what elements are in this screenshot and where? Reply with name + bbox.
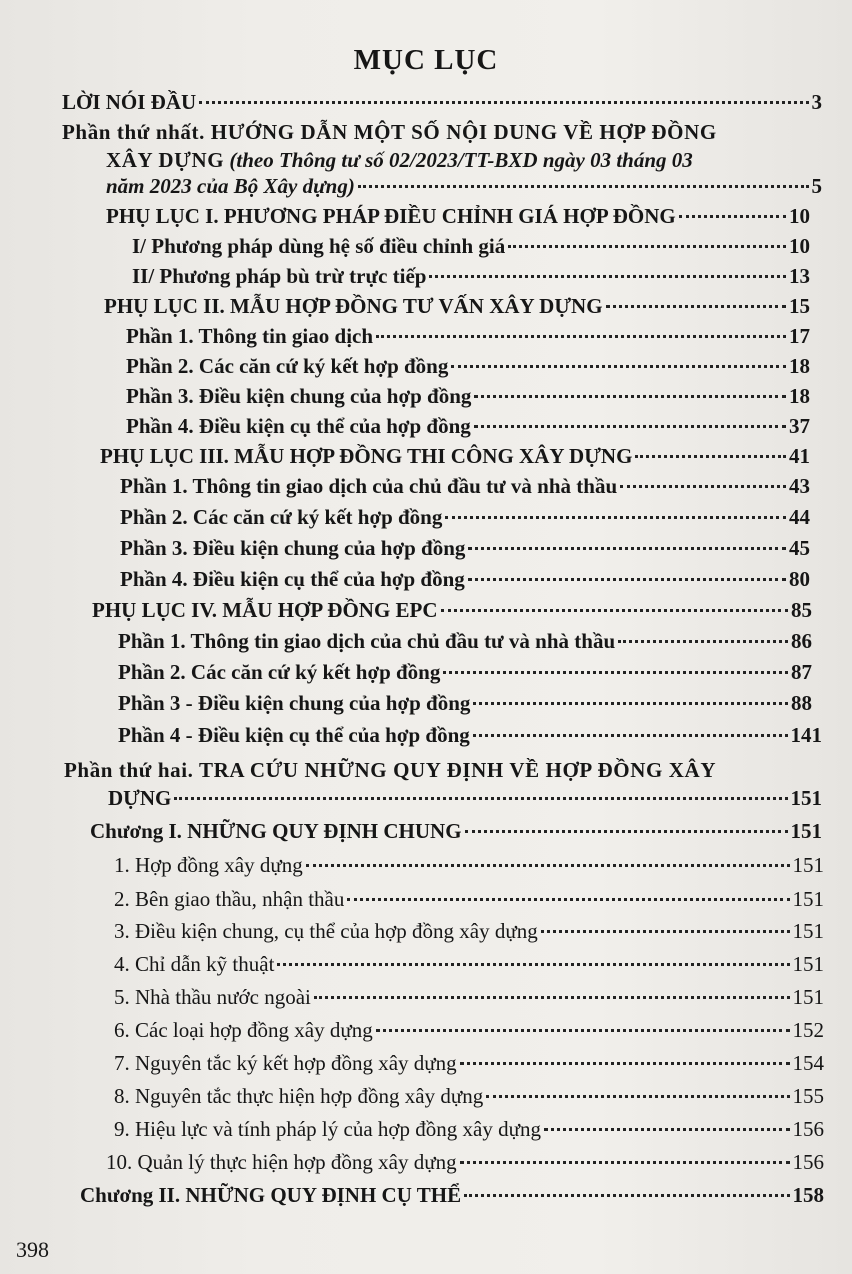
toc-entry-phu-luc-2[interactable]: [104, 292, 810, 320]
toc-entry-ch1-item-4[interactable]: [114, 950, 824, 978]
toc-entry-part1-line2b: (theo Thông tư số 02/2023/TT-BXD ngày 03 tháng 03: [224, 148, 693, 172]
toc-page-number: 152: [792, 1018, 824, 1042]
leader-dots: [474, 395, 786, 398]
toc-entry-label: Phần 3. Điều kiện chung của hợp đồng: [126, 384, 472, 408]
toc-entry-phu-luc-1[interactable]: [106, 202, 810, 230]
toc-entry-label: 2. Bên giao thầu, nhận thầu: [114, 887, 345, 911]
toc-page-number: 10: [789, 234, 810, 258]
toc-entry-pl3-phan-4[interactable]: [120, 565, 810, 593]
toc-entry-label: 8. Nguyên tắc thực hiện hợp đồng xây dựng: [114, 1084, 484, 1108]
leader-dots: [429, 275, 786, 278]
leader-dots: [541, 930, 790, 933]
toc-page-number: 10: [789, 204, 810, 228]
toc-entry-label: Phần 1. Thông tin giao dịch: [126, 324, 374, 348]
toc-page-number: 151: [790, 819, 822, 843]
toc-entry-label: I/ Phương pháp dùng hệ số điều chỉnh giá: [132, 234, 506, 258]
toc-entry-label: Phần 4. Điều kiện cụ thể của hợp đồng: [126, 414, 471, 438]
leader-dots: [473, 734, 788, 737]
toc-page-number: 17: [789, 324, 810, 348]
toc-entry-ch1-item-3[interactable]: [114, 917, 824, 945]
toc-entry-label: Phần 2. Các căn cứ ký kết hợp đồng: [120, 505, 443, 529]
toc-entry-pl2-phan-3[interactable]: [126, 382, 810, 410]
leader-dots: [606, 305, 786, 308]
toc-entry-part2-line1[interactable]: Phần thứ hai. TRA CỨU NHỮNG QUY ĐỊNH VỀ HỢP ĐỒNG XÂY: [64, 758, 717, 782]
toc-page-number: 151: [792, 985, 824, 1009]
toc-page-number: 18: [789, 354, 810, 378]
leader-dots: [486, 1095, 789, 1098]
leader-dots: [376, 335, 786, 338]
toc-page-number: 85: [791, 598, 812, 622]
toc-entry-pl3-phan-2[interactable]: [120, 503, 810, 531]
toc-page-number: 156: [792, 1150, 824, 1174]
toc-entry-pl4-phan-1[interactable]: [118, 627, 812, 655]
leader-dots: [635, 455, 786, 458]
leader-dots: [508, 245, 786, 248]
leader-dots: [443, 671, 788, 674]
toc-entry-label: 3. Điều kiện chung, cụ thể của hợp đồng xây dựng: [114, 919, 538, 943]
toc-entry-label: Phần 2. Các căn cứ ký kết hợp đồng: [126, 354, 449, 378]
toc-entry-label: PHỤ LỤC I. PHƯƠNG PHÁP ĐIỀU CHỈNH GIÁ HỢP ĐỒNG: [106, 204, 676, 228]
toc-page-number: 151: [792, 887, 824, 911]
leader-dots: [468, 547, 786, 550]
toc-page-number: 15: [789, 294, 810, 318]
toc-entry-pl4-phan-3[interactable]: [118, 689, 812, 717]
leader-dots: [468, 578, 786, 581]
toc-entry-part2-line2[interactable]: [108, 784, 822, 812]
toc-entry-label: Phần 3. Điều kiện chung của hợp đồng: [120, 536, 466, 560]
toc-entry-pl4-phan-4[interactable]: [118, 721, 822, 749]
leader-dots: [544, 1128, 790, 1131]
toc-page-number: 80: [789, 567, 810, 591]
toc-page-number: 158: [792, 1183, 824, 1207]
toc-entry-phu-luc-4[interactable]: [92, 596, 812, 624]
toc-entry-label: Phần 4. Điều kiện cụ thể của hợp đồng: [120, 567, 465, 591]
toc-page-number: 43: [789, 474, 810, 498]
toc-entry-phu-luc-1-ii[interactable]: [132, 262, 810, 290]
toc-entry-phu-luc-3[interactable]: [100, 442, 810, 470]
toc-entry-ch1-item-7[interactable]: [114, 1049, 824, 1077]
leader-dots: [376, 1029, 790, 1032]
toc-entry-label: DỰNG: [108, 786, 172, 810]
footer-page-number: 398: [16, 1237, 49, 1262]
toc-entry-pl2-phan-2[interactable]: [126, 352, 810, 380]
toc-entry-label: Phần 2. Các căn cứ ký kết hợp đồng: [118, 660, 441, 684]
toc-entry-label: 1. Hợp đồng xây dựng: [114, 853, 303, 877]
toc-page-number: 86: [791, 629, 812, 653]
leader-dots: [358, 185, 809, 188]
leader-dots: [460, 1062, 790, 1065]
toc-entry-part1-line2a: XÂY DỰNG: [106, 148, 225, 172]
toc-entry-label: 4. Chỉ dẫn kỹ thuật: [114, 952, 275, 976]
toc-entry-part1-line1[interactable]: Phần thứ nhất. HƯỚNG DẪN MỘT SỐ NỘI DUNG VỀ HỢP ĐỒNG: [62, 120, 717, 144]
toc-entry-phu-luc-1-i[interactable]: [132, 232, 810, 260]
toc-entry-loi-noi-dau[interactable]: [62, 88, 822, 116]
toc-page-number: 154: [792, 1051, 824, 1075]
toc-page-number: 151: [792, 919, 824, 943]
toc-page-number: 37: [789, 414, 810, 438]
leader-dots: [679, 215, 786, 218]
leader-dots: [347, 898, 789, 901]
toc-page-number: 13: [789, 264, 810, 288]
toc-entry-label: LỜI NÓI ĐẦU: [62, 90, 197, 114]
toc-entry-ch1-item-8[interactable]: [114, 1082, 824, 1110]
toc-entry-label: PHỤ LỤC IV. MẪU HỢP ĐỒNG EPC: [92, 598, 438, 622]
leader-dots: [445, 516, 786, 519]
toc-entry-label: năm 2023 của Bộ Xây dựng): [106, 174, 355, 198]
toc-entry-chuong-1[interactable]: [90, 817, 822, 845]
toc-entry-ch1-item-2[interactable]: [114, 885, 824, 913]
leader-dots: [620, 485, 786, 488]
page-title: MỤC LỤC: [353, 44, 499, 76]
toc-entry-pl3-phan-1[interactable]: [120, 472, 810, 500]
toc-page-number: 41: [789, 444, 810, 468]
toc-entry-label: 6. Các loại hợp đồng xây dựng: [114, 1018, 373, 1042]
toc-page-number: 141: [790, 723, 822, 747]
leader-dots: [464, 1194, 789, 1197]
leader-dots: [465, 830, 788, 833]
leader-dots: [306, 864, 790, 867]
toc-entry-pl2-phan-1[interactable]: [126, 322, 810, 350]
toc-page-number: 5: [811, 174, 822, 198]
toc-entry-label: PHỤ LỤC II. MẪU HỢP ĐỒNG TƯ VẤN XÂY DỰNG: [104, 294, 603, 318]
toc-entry-label: 7. Nguyên tắc ký kết hợp đồng xây dựng: [114, 1051, 457, 1075]
leader-dots: [174, 797, 787, 800]
toc-entry-label: Phần 4 - Điều kiện cụ thể của hợp đồng: [118, 723, 470, 747]
toc-page-number: 44: [789, 505, 810, 529]
toc-entry-label: PHỤ LỤC III. MẪU HỢP ĐỒNG THI CÔNG XÂY DỰNG: [100, 444, 633, 468]
leader-dots: [451, 365, 786, 368]
toc-entry-chuong-2[interactable]: [80, 1181, 824, 1209]
toc-page-number: 18: [789, 384, 810, 408]
leader-dots: [277, 963, 789, 966]
leader-dots: [618, 640, 788, 643]
toc-entry-ch1-item-9[interactable]: [114, 1115, 824, 1143]
toc-page-number: 155: [792, 1084, 824, 1108]
leader-dots: [473, 702, 788, 705]
toc-page-number: 151: [790, 786, 822, 810]
leader-dots: [314, 996, 790, 999]
leader-dots: [199, 101, 808, 104]
leader-dots: [474, 425, 786, 428]
toc-entry-label: Phần 1. Thông tin giao dịch của chủ đầu tư và nhà thầu: [120, 474, 618, 498]
toc-entry-label: 10. Quản lý thực hiện hợp đồng xây dựng: [106, 1150, 457, 1174]
toc-page-number: 151: [792, 853, 824, 877]
toc-page-number: 88: [791, 691, 812, 715]
toc-entry-ch1-item-5[interactable]: [114, 983, 824, 1011]
leader-dots: [441, 609, 788, 612]
toc-entry-pl2-phan-4[interactable]: [126, 412, 810, 440]
toc-entry-ch1-item-10[interactable]: [106, 1148, 824, 1176]
toc-entry-pl3-phan-3[interactable]: [120, 534, 810, 562]
toc-entry-label: Chương II. NHỮNG QUY ĐỊNH CỤ THỂ: [80, 1183, 462, 1207]
toc-page-number: 45: [789, 536, 810, 560]
toc-page-number: 87: [791, 660, 812, 684]
toc-entry-label: Phần 1. Thông tin giao dịch của chủ đầu tư và nhà thầu: [118, 629, 616, 653]
toc-entry-ch1-item-1[interactable]: [114, 851, 824, 879]
toc-page-number: 3: [811, 90, 822, 114]
leader-dots: [460, 1161, 790, 1164]
toc-entry-label: 5. Nhà thầu nước ngoài: [114, 985, 311, 1009]
toc-entry-label: Phần 3 - Điều kiện chung của hợp đồng: [118, 691, 471, 715]
toc-page-number: 151: [792, 952, 824, 976]
toc-entry-label: 9. Hiệu lực và tính pháp lý của hợp đồng xây dựng: [114, 1117, 541, 1141]
toc-entry-label: II/ Phương pháp bù trừ trực tiếp: [132, 264, 427, 288]
toc-entry-part1-line3[interactable]: [106, 172, 822, 200]
toc-page-number: 156: [792, 1117, 824, 1141]
toc-entry-ch1-item-6[interactable]: [114, 1016, 824, 1044]
toc-entry-label: Chương I. NHỮNG QUY ĐỊNH CHUNG: [90, 819, 462, 843]
toc-entry-part1-line2[interactable]: [106, 146, 693, 174]
toc-entry-pl4-phan-2[interactable]: [118, 658, 812, 686]
